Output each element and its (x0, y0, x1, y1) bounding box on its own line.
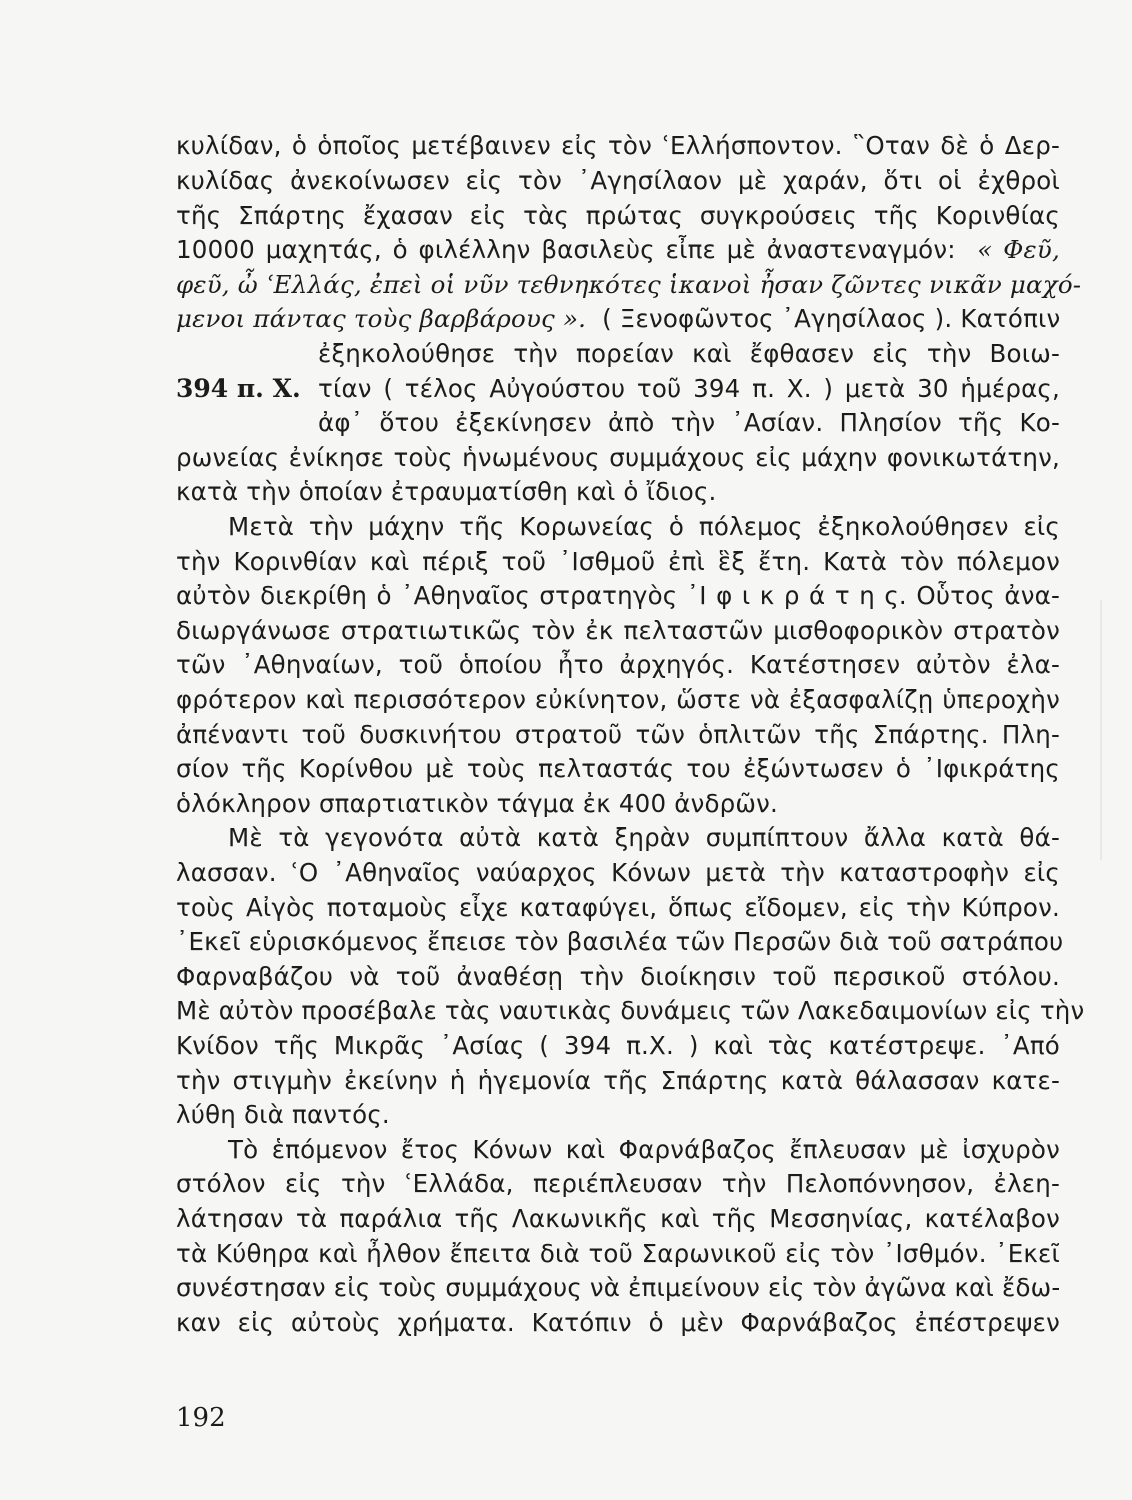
text-line: τὴν στιγμὴν ἐκείνην ἡ ἡγεμονία τῆς Σπάρτης κατὰ θάλασσαν κατε- (176, 1066, 1060, 1095)
page-number: 192 (176, 1403, 226, 1433)
text-line: κυλίδαν, ὁ ὁποῖος μετέβαινεν εἰς τὸν ʿΕλλήσποντον. ῝Οταν δὲ ὁ Δερ- (176, 131, 1060, 160)
text-line: τὰ Κύθηρα καὶ ἦλθον ἔπειτα διὰ τοῦ Σαρωνικοῦ εἰς τὸν ᾿Ισθμόν. ᾿Εκεῖ (176, 1239, 1060, 1268)
citation-text: ( Ξενοφῶντος ᾿Αγησίλαος ). Κατόπιν (602, 304, 1061, 333)
text-line: ἀφ᾿ ὅτου ἐξεκίνησεν ἀπὸ τὴν ᾿Ασίαν. Πλησίον τῆς Κο- (318, 408, 1060, 437)
text-line: ὁλόκληρον σπαρτιατικὸν τάγμα ἐκ 400 ἀνδρῶν. (176, 789, 778, 818)
text-line: Φαρναβάζου νὰ τοῦ ἀναθέσῃ τὴν διοίκησιν τοῦ περσικοῦ στόλου. (176, 962, 1060, 991)
show-through-mark (1100, 600, 1132, 860)
text-line: Κνίδον τῆς Μικρᾶς ᾿Ασίας ( 394 π.Χ. ) καὶ τὰς κατέστρεψε. ᾿Από (176, 1031, 1060, 1060)
text-line: Τὸ ἑπόμενον ἔτος Κόνων καὶ Φαρνάβαζος ἔπλευσαν μὲ ἰσχυρὸν (228, 1135, 1060, 1164)
margin-date: 394 π. Χ. (176, 374, 301, 403)
text-line: διωργάνωσε στρατιωτικῶς τὸν ἐκ πελταστῶν μισθοφορικὸν στρατὸν (176, 616, 1060, 645)
text-line: συνέστησαν εἰς τοὺς συμμάχους νὰ ἐπιμείνουν εἰς τὸν ἀγῶνα καὶ ἔδω- (176, 1273, 1061, 1302)
text-line: φρότερον καὶ περισσότερον εὐκίνητον, ὥστε νὰ ἐξασφαλίζῃ ὑπεροχὴν (176, 685, 1060, 714)
text-line: Μὲ τὰ γεγονότα αὐτὰ κατὰ ξηρὰν συμπίπτουν ἄλλα κατὰ θά- (228, 823, 1060, 852)
quote-text: μενοι πάντας τοὺς βαρβάρους ». (176, 304, 587, 333)
text-line: τὴν Κορινθίαν καὶ πέριξ τοῦ ᾿Ισθμοῦ ἐπὶ ἓξ ἔτη. Κατὰ τὸν πόλεμον (176, 547, 1060, 576)
text-line: τῶν ᾿Αθηναίων, τοῦ ὁποίου ἦτο ἀρχηγός. Κατέστησεν αὐτὸν ἐλα- (176, 650, 1060, 679)
text-line (176, 235, 1060, 265)
text-line: ᾿Εκεῖ εὑρισκόμενος ἔπεισε τὸν βασιλέα τῶν Περσῶν διὰ τοῦ σατράπου (176, 927, 1064, 956)
line-text: 10000 μαχητάς, ὁ φιλέλλην βασιλεὺς εἶπε μὲ ἀναστεναγμόν: (176, 235, 956, 264)
quote-text: « Φεῦ, (977, 235, 1060, 264)
text-line: κυλίδας ἀνεκοίνωσεν εἰς τὸν ᾿Αγησίλαον μὲ χαράν, ὅτι οἱ ἐχθροὶ (176, 166, 1060, 195)
text-line: ρωνείας ἐνίκησε τοὺς ἡνωμένους συμμάχους εἰς μάχην φονικωτάτην, (176, 443, 1060, 472)
text-line (176, 304, 1060, 334)
text-line: λασσαν. ʿΟ ᾿Αθηναῖος ναύαρχος Κόνων μετὰ τὴν καταστροφὴν εἰς (176, 858, 1060, 887)
text-line: ἐξηκολούθησε τὴν πορείαν καὶ ἔφθασεν εἰς τὴν Βοιω- (318, 339, 1060, 368)
text-line: τίαν ( τέλος Αὐγούστου τοῦ 394 π. Χ. ) μετὰ 30 ἡμέρας, (318, 374, 1060, 403)
text-line: αὐτὸν διεκρίθη ὁ ᾿Αθηναῖος στρατηγὸς ᾿Ι φ ι κ ρ ά τ η ς. Οὗτος ἀνα- (176, 581, 1060, 610)
text-line: τῆς Σπάρτης ἔχασαν εἰς τὰς πρώτας συγκρούσεις τῆς Κορινθίας (176, 201, 1060, 230)
text-line: κατὰ τὴν ὁποίαν ἐτραυματίσθη καὶ ὁ ἴδιος. (176, 477, 717, 506)
text-line: Μετὰ τὴν μάχην τῆς Κορωνείας ὁ πόλεμος ἐξηκολούθησεν εἰς (228, 512, 1060, 541)
text-line: σίον τῆς Κορίνθου μὲ τοὺς πελταστάς του ἐξώντωσεν ὁ ᾿Ιφικράτης (176, 754, 1060, 783)
text-line: ἀπέναντι τοῦ δυσκινήτου στρατοῦ τῶν ὁπλιτῶν τῆς Σπάρτης. Πλη- (176, 720, 1060, 749)
quote-line: φεῦ, ὦ ʿΕλλάς, ἐπεὶ οἱ νῦν τεθνηκότες ἱκανοὶ ἦσαν ζῶντες νικᾶν μαχό- (176, 270, 1082, 299)
text-line: καν εἰς αὐτοὺς χρήματα. Κατόπιν ὁ μὲν Φαρνάβαζος ἐπέστρεψεν (176, 1308, 1060, 1337)
text-line: λύθη διὰ παντός. (176, 1100, 390, 1129)
text-line: στόλον εἰς τὴν ʿΕλλάδα, περιέπλευσαν τὴν Πελοπόννησον, ἐλεη- (176, 1169, 1060, 1198)
text-line: τοὺς Αἰγὸς ποταμοὺς εἶχε καταφύγει, ὅπως εἴδομεν, εἰς τὴν Κύπρον. (176, 893, 1060, 922)
text-line: λάτησαν τὰ παράλια τῆς Λακωνικῆς καὶ τῆς Μεσσηνίας, κατέλαβον (176, 1204, 1060, 1233)
text-line: Μὲ αὐτὸν προσέβαλε τὰς ναυτικὰς δυνάμεις τῶν Λακεδαιμονίων εἰς τὴν (176, 996, 1085, 1025)
